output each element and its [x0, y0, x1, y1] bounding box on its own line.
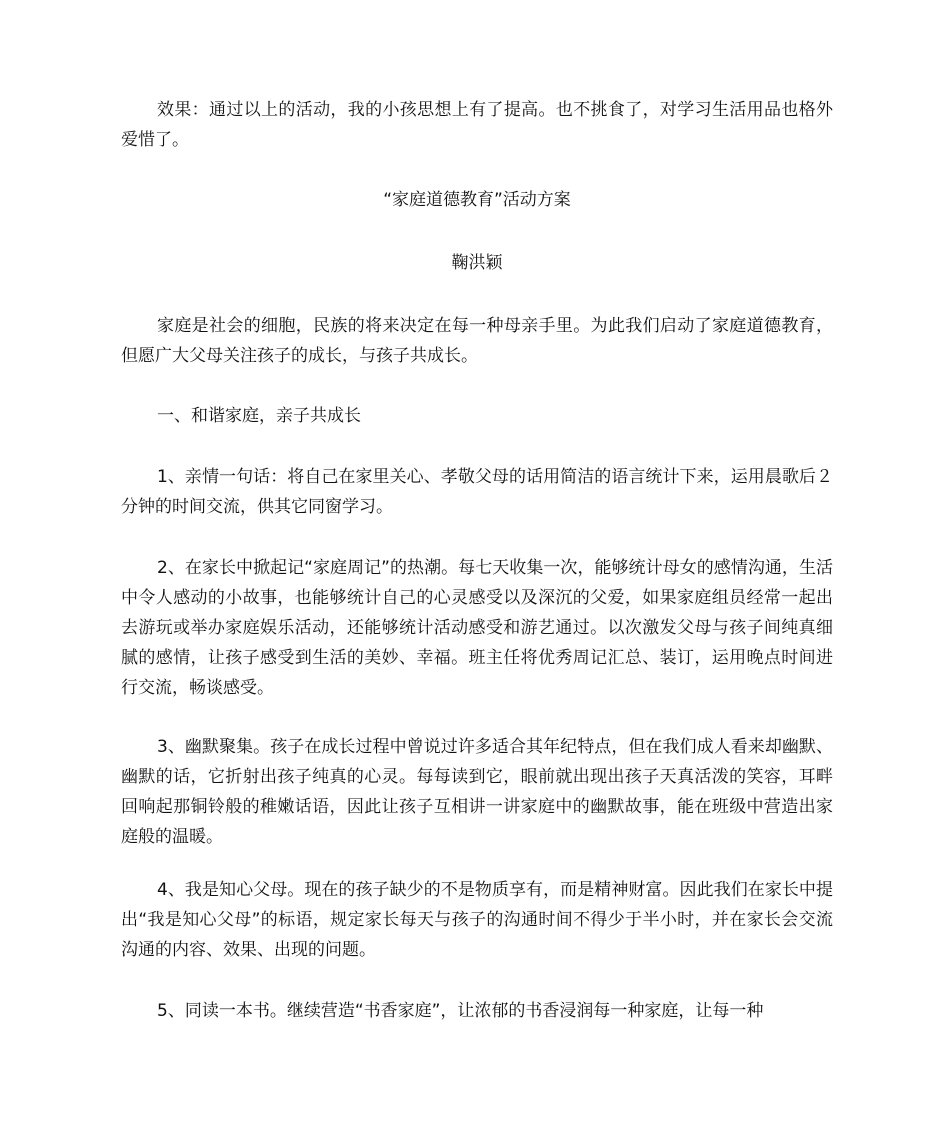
list-item-3: 3、幽默聚集。孩子在成长过程中曾说过许多适合其年纪特点，但在我们成人看来却幽默、幽默的话，它折射出孩子纯真的心灵。每每读到它，眼前就出现出孩子天真活泼的笑容，耳畔回响起那铜铃般的稚嫩话语，因此让孩子互相讲一讲家庭中的幽默故事，能在班级中营造出家庭般的温暖。 — [121, 737, 833, 847]
list-item-2: 2、在家长中掀起记“家庭周记”的热潮。每七天收集一次，能够统计母女的感情沟通，生活中令人感动的小故事，也能够统计自己的心灵感受以及深沉的父爱，如果家庭组员经常一起出去游玩或举办家庭娱乐活动，还能够统计活动感受和游艺通过。以次激发父母与孩子间纯真细腻的感情，让孩子感受到生活的美妙、幸福。班主任将优秀周记汇总、装订，运用晚点时间进行交流，畅谈感受。 — [121, 558, 833, 698]
list-item-1: 1、亲情一句话：将自己在家里关心、孝敬父母的话用简洁的语言统计下来，运用晨歌后２分钟的时间交流，供其它同窗学习。 — [121, 467, 833, 517]
section-heading: 一、和谐家庭，亲子共成长 — [157, 406, 361, 426]
list-item-5: 5、同读一本书。继续营造“书香家庭”，让浓郁的书香浸润每一种家庭，让每一种 — [157, 1001, 764, 1021]
author-name: 鞠洪颖 — [451, 253, 503, 273]
document-title: “家庭道德教育”活动方案 — [383, 190, 571, 210]
list-item-4: 4、我是知心父母。现在的孩子缺少的不是物质享有，而是精神财富。因此我们在家长中提出“我是知心父母”的标语，规定家长每天与孩子的沟通时间不得少于半小时，并在家长会交流沟通的内容、效果、出现的问题。 — [121, 880, 833, 960]
intro-paragraph: 家庭是社会的细胞，民族的将来决定在每一种母亲手里。为此我们启动了家庭道德教育，但愿广大父母关注孩子的成长，与孩子共成长。 — [121, 316, 833, 366]
effect-paragraph: 效果：通过以上的活动，我的小孩思想上有了提高。也不挑食了，对学习生活用品也格外爱惜了。 — [121, 100, 833, 150]
